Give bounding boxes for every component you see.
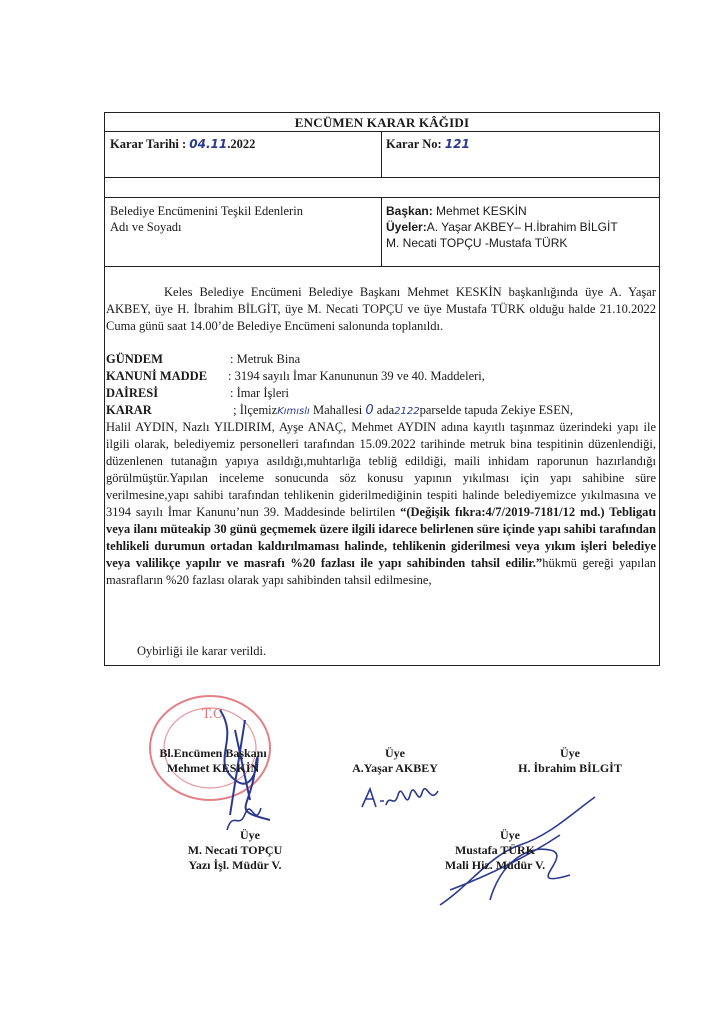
signature-role: Bl.Encümen Başkanı [159,746,267,760]
gundem-value: : Metruk Bina [230,352,301,366]
table-rule [104,177,660,178]
uyeler-line2: M. Necati TOPÇU -Mustafa TÜRK [386,236,568,250]
signature-name: Mustafa TÜRK [454,843,536,857]
karar-tarihi-handwritten: 04.11 [189,137,228,151]
karar-part1: ; İlçemiz [230,403,278,417]
signature-role: Üye [385,746,405,760]
signature-block-topcu [160,828,310,873]
signature-title: Mali Hiz. Müdür V. [444,858,546,872]
gundem-row [106,351,300,368]
closing-statement: Oybirliği ile karar verildi. [137,644,267,658]
dairesi-value: : İmar İşleri [230,386,290,400]
table-rule [104,197,660,198]
karar-body-end: hükmü gereği yapılan masrafların %20 fazlası olarak yapı sahibinden tahsil edilmesine, [106,556,656,587]
signature-akbey [360,785,440,815]
signature-role: Üye [500,828,520,842]
signature-name: M. Necati TOPÇU [187,843,283,857]
kanuni-madde-value: : 3194 sayılı İmar Kanununun 39 ve 40. Maddeleri, [228,369,485,383]
karar-body [106,419,656,589]
karar-body-quote: “(Değişik fıkra:4/7/2019-7181/12 md.) Tebligatı veya ilanı müteakip 30 günü geçmemek üzere ilgili idarece belirlenen süre içinde yapı sahibi tarafından tehlikeli durumun ortadan kaldırılmaması halinde, tehlikenin giderilmesi veya yıkım işleri belediye veya valilikçe yapılır ve masrafı %20 fazlası ile yapı sahibinden tahsil edilir.” [106,505,657,570]
baskan-name: Mehmet KESKİN [432,204,527,218]
document-title: ENCÜMEN KARAR KÂĞIDI [294,115,470,130]
signature-name: A.Yaşar AKBEY [352,761,438,775]
signature-name: H. İbrahim BİLGİT [518,761,622,775]
uyeler-line1: A. Yaşar AKBEY– H.İbrahim BİLGİT [426,220,618,234]
signature-role: Üye [240,828,260,842]
signature-block-akbey [330,746,460,776]
kanuni-madde-label: KANUNİ MADDE [106,369,208,383]
baskan-label: Başkan: [386,204,433,218]
dairesi-label: DAİRESİ [106,386,159,400]
karar-parsel-handwritten: 2122 [394,406,420,417]
karar-tarihi-year: .2022 [227,137,256,151]
karar-no-handwritten: 121 [444,137,470,151]
gundem-label: GÜNDEM [106,352,163,366]
karar-ada-handwritten: 0 [365,403,374,418]
intro-paragraph: Keles Belediye Encümeni Belediye Başkanı Mehmet KESKİN başkanlığında üye A. Yaşar AKBEY, üye H. İbrahim BİLGİT, üye M. Necati TOPÇU ve üye Mustafa TÜRK olduğu halde 21.10.2022 Cuma günü saat 14.00’de Belediye Encümeni salonunda toplanıldı. [106,285,656,333]
signature-title: Yazı İşl. Müdür V. [188,858,282,872]
karar-body-text: Halil AYDIN, Nazlı YILDIRIM, Ayşe ANAÇ, Mehmet AYDIN adına kayıtlı taşınmaz üzerindeki yapı ile ilgili olarak, belediyemiz personelleri tarafından 15.09.2022 tarihinde metruk bina tespitinin düzenlendiği, düzenlenen tutanağın yapıya asıldığı,muhtarlığa tebliğ edildiği, maili inhidam raporunun hazırlandığı görülmüştür.Yapılan inceleme sonucunda söz konusu yapının yıkılması için yapı sahibine süre verilmesine,yapı sahibi tarafından tehlikenin giderilmediğinin tespiti halinde belediyemizce yıkılmasına ve 3194 sayılı İmar Kanunu’nun 39. Maddesinde belirtilen [106,420,656,519]
table-divider [381,131,382,177]
karar-part2: Mahallesi [309,403,366,417]
karar-tarihi-label: Karar Tarihi : [110,137,187,151]
karar-no [386,136,470,152]
karar-label: KARAR [106,403,152,417]
signature-name: Mehmet KESKİN [166,761,260,775]
table-rule [104,131,660,132]
members-left-line1: Belediye Encümenini Teşkil Edenlerin [110,204,303,218]
karar-row [106,402,573,420]
karar-part4: parselde tapuda Zekiye ESEN, [419,403,574,417]
karar-part3: ada [373,403,395,417]
table-divider [381,197,382,266]
karar-mahalle-handwritten: Kımıslı [277,406,310,417]
svg-text:T.C.: T.C. [202,707,227,722]
kanuni-madde-row [106,368,485,385]
members-left-label [110,203,372,235]
members-left-line2: Adı ve Soyadı [110,220,182,234]
dairesi-row [106,385,289,402]
signature-block-turk [415,828,575,873]
karar-no-label: Karar No: [386,137,442,151]
signature-block-bilgit [495,746,645,776]
signature-role: Üye [560,746,580,760]
uyeler-label: Üyeler: [386,220,427,234]
table-rule [104,266,660,267]
members-right [386,203,658,251]
karar-tarihi [110,136,255,152]
signature-block-baskan [138,746,288,776]
